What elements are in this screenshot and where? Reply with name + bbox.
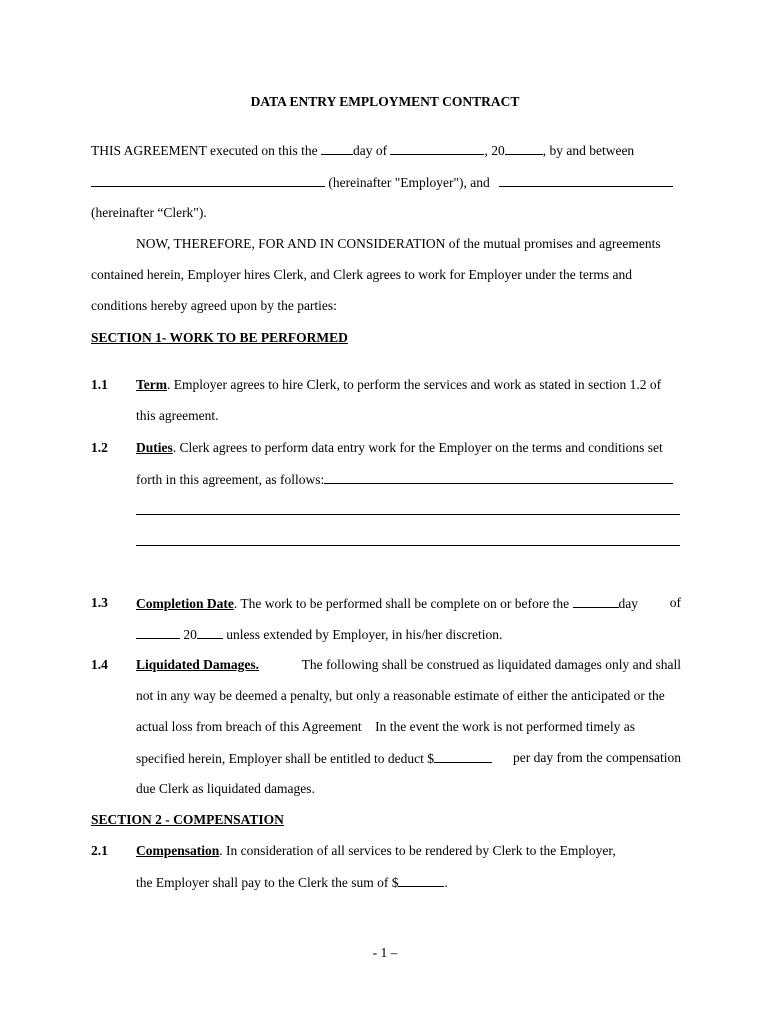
- year-blank[interactable]: [505, 142, 543, 155]
- compensation-label: Compensation: [136, 843, 220, 858]
- item-1-1-line-2: this agreement.: [136, 408, 219, 423]
- liquidated-damages-label: Liquidated Damages.: [136, 657, 260, 672]
- item-2-1-line-1: [136, 843, 616, 859]
- consideration-line-2: contained herein, Employer hires Clerk, and Clerk agrees to work for Employer under the terms and: [91, 267, 632, 282]
- deduct-amount-blank[interactable]: [434, 750, 492, 763]
- section-1-heading: SECTION 1- WORK TO BE PERFORMED: [91, 330, 348, 345]
- sum-text: the Employer shall pay to the Clerk the sum of $: [136, 875, 399, 890]
- item-1-1-number: 1.1: [91, 377, 108, 392]
- completion-extension-text: unless extended by Employer, in his/her discretion.: [226, 627, 503, 642]
- consideration-line-3: conditions hereby agreed upon by the parties:: [91, 298, 337, 313]
- completion-day-text: day: [618, 596, 639, 611]
- preamble-year-text: , 20: [484, 143, 505, 158]
- item-1-2-number: 1.2: [91, 440, 108, 455]
- consideration-line-1: NOW, THEREFORE, FOR AND IN CONSIDERATION of the mutual promises and agreements: [136, 236, 661, 251]
- month-blank[interactable]: [390, 142, 484, 155]
- completion-of-text: of: [669, 595, 681, 610]
- duties-text: . Clerk agrees to perform data entry work for the Employer on the terms and conditions set: [172, 440, 663, 455]
- duties-blank-1[interactable]: [324, 471, 673, 484]
- item-2-1-line-2: [136, 874, 448, 891]
- preamble-line-1: [91, 142, 634, 159]
- completion-date-text: . The work to be performed shall be complete on or before the: [233, 596, 570, 611]
- term-label: Term: [136, 377, 167, 392]
- section-2-heading: SECTION 2 - COMPENSATION: [91, 812, 284, 827]
- item-1-2-line-1: [136, 440, 663, 456]
- page-number: - 1 –: [372, 945, 398, 960]
- deduct-text: specified herein, Employer shall be entitled to deduct $: [136, 751, 435, 766]
- duties-blank-2[interactable]: [136, 514, 680, 515]
- item-2-1-number: 2.1: [91, 843, 108, 858]
- document-title: DATA ENTRY EMPLOYMENT CONTRACT: [250, 94, 520, 109]
- sum-period: .: [444, 875, 448, 890]
- item-1-4-line-2: not in any way be deemed a penalty, but only a reasonable estimate of either the anticipated or the: [136, 688, 665, 703]
- preamble-line-3: (hereinafter “Clerk").: [91, 205, 207, 220]
- sum-amount-blank[interactable]: [398, 874, 444, 887]
- per-day-text: per day from the compensation: [513, 750, 681, 765]
- item-1-2-line-2: [136, 471, 673, 488]
- completion-day-blank[interactable]: [573, 595, 619, 608]
- completion-year-prefix: 20: [183, 627, 197, 642]
- employer-name-blank[interactable]: [91, 174, 325, 187]
- item-1-4-line-1: [136, 657, 681, 673]
- item-1-1-line-1: [136, 377, 661, 393]
- liquidated-damages-text: The following shall be construed as liquidated damages only and shall: [301, 657, 681, 672]
- item-1-4-line-5: due Clerk as liquidated damages.: [136, 781, 315, 796]
- duties-label: Duties: [136, 440, 173, 455]
- preamble-text: THIS AGREEMENT executed on this the: [91, 143, 318, 158]
- day-blank[interactable]: [321, 142, 353, 155]
- item-1-3-line-1: [136, 595, 681, 612]
- item-1-3-line-2: [136, 626, 502, 643]
- item-1-4-line-4: [136, 750, 681, 767]
- term-text: . Employer agrees to hire Clerk, to perform the services and work as stated in section 1.2 of: [167, 377, 662, 392]
- preamble-end-text: , by and between: [542, 143, 635, 158]
- duties-blank-3[interactable]: [136, 545, 680, 546]
- preamble-line-2: [91, 174, 673, 191]
- compensation-text: . In consideration of all services to be rendered by Clerk to the Employer,: [219, 843, 616, 858]
- completion-month-blank[interactable]: [136, 626, 180, 639]
- completion-date-label: Completion Date: [136, 596, 234, 611]
- clerk-name-blank[interactable]: [499, 174, 673, 187]
- employer-text: (hereinafter "Employer"), and: [328, 175, 490, 190]
- duties-follows-text: forth in this agreement, as follows:: [136, 472, 325, 487]
- item-1-4-number: 1.4: [91, 657, 108, 672]
- preamble-day-text: day of: [352, 143, 388, 158]
- item-1-4-line-3: actual loss from breach of this Agreement In the event the work is not performed timely as: [136, 719, 635, 734]
- item-1-3-number: 1.3: [91, 595, 108, 610]
- completion-year-blank[interactable]: [197, 626, 223, 639]
